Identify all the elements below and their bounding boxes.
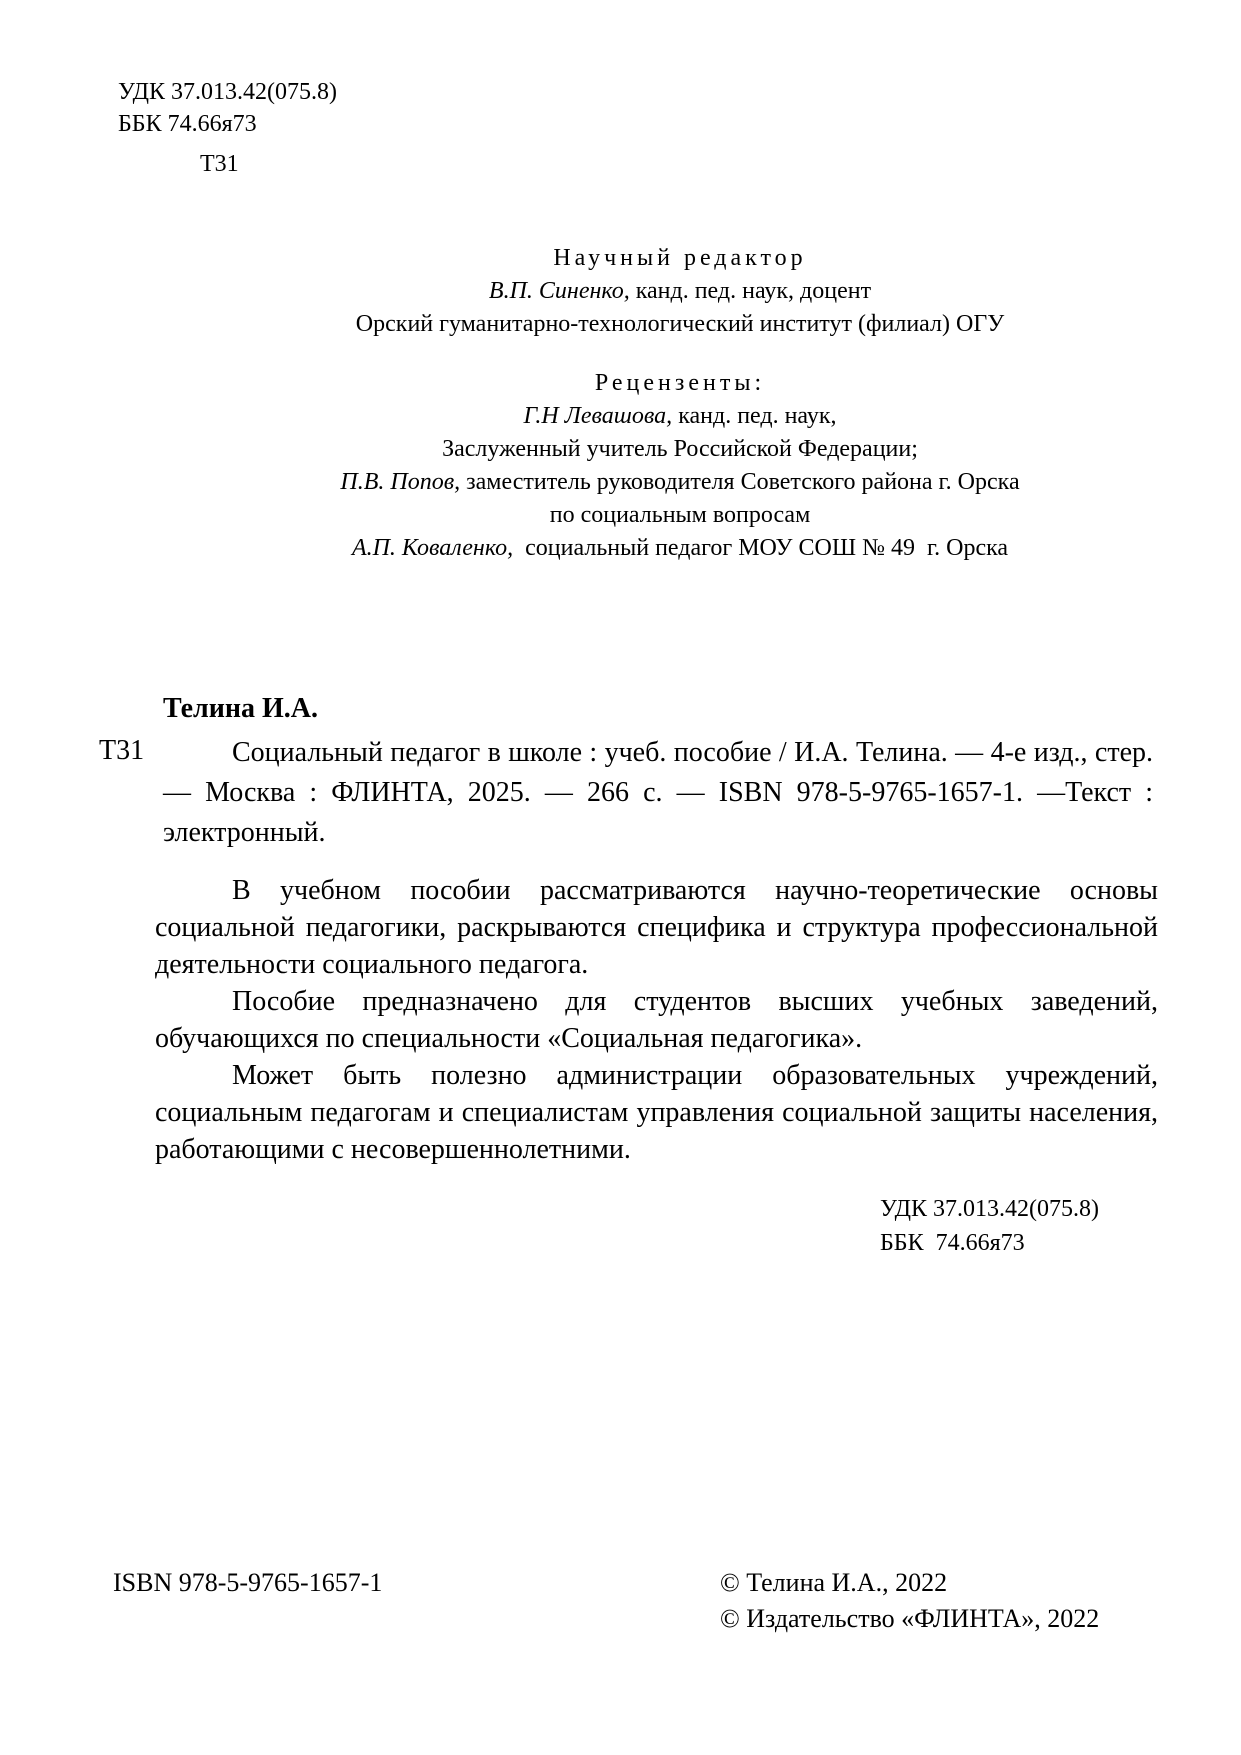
annotation-paragraph-1: В учебном пособии рассматриваются научно-теоретические основы социальной педагогики, раскрываются специфика и структура профессиональной деятельности социального педагога. [155, 875, 1158, 980]
author-mark-top: Т31 [200, 151, 239, 177]
reviewer-1-title: Заслуженный учитель Российской Федерации; [442, 436, 918, 462]
reviewer-2-credentials-cont: по социальным вопросам [549, 502, 811, 528]
reviewers-block [200, 367, 1160, 565]
reviewer-2-credentials: заместитель руководителя Советского района г. Орска [460, 469, 1020, 495]
record-author-mark: Т31 [99, 735, 145, 766]
scientific-editor-block [200, 242, 1160, 341]
copyright-author: © Телина И.А., 2022 [720, 1568, 948, 1597]
udk-code-top: УДК 37.013.42(075.8) [118, 79, 337, 105]
reviewer-3-credentials: социальный педагог МОУ СОШ № 49 г. Орска [513, 535, 1009, 561]
reviewer-3-line [200, 532, 1160, 565]
scientific-editor-name: В.П. Синенко, [488, 278, 630, 304]
scientific-editor-heading: Научный редактор [553, 245, 807, 271]
bibliographic-description: Социальный педагог в школе : учеб. пособие / И.А. Телина. — 4-е изд., стер. — Москва : ФЛИНТА, 2025. — 266 с. — ISBN 978-5-9765-1657-1. —Текст : электронный. [163, 737, 1153, 848]
reviewer-1-name: Г.Н Левашова, [523, 403, 673, 429]
reviewer-2-line [200, 466, 1160, 499]
isbn-footer: ISBN 978-5-9765-1657-1 [113, 1568, 383, 1597]
reviewers-heading: Рецензенты: [594, 370, 766, 396]
bbk-code-top: ББК 74.66я73 [118, 111, 257, 137]
scientific-editor-credentials: канд. пед. наук, доцент [629, 278, 872, 304]
copyright-publisher: © Издательство «ФЛИНТА», 2022 [720, 1604, 1100, 1633]
annotation-paragraph-2: Пособие предназначено для студентов высших учебных заведений, обучающихся по специальности «Социальная педагогика». [155, 986, 1158, 1054]
reviewer-3-name: А.П. Коваленко, [351, 535, 514, 561]
bbk-code-bottom: ББК 74.66я73 [880, 1230, 1025, 1256]
annotation-paragraph-3: Может быть полезно администрации образовательных учреждений, социальным педагогам и специалистам управления социальной защиты населения, работающими с несовершеннолетними. [155, 1060, 1158, 1165]
udk-code-bottom: УДК 37.013.42(075.8) [880, 1196, 1099, 1222]
reviewer-2-name: П.В. Попов, [340, 469, 461, 495]
reviewer-1-credentials: канд. пед. наук, [672, 403, 837, 429]
annotation [155, 872, 1158, 1168]
reviewer-1-line [200, 400, 1160, 433]
scientific-editor-line [200, 275, 1160, 308]
scientific-editor-institution: Орский гуманитарно-технологический институт (филиал) ОГУ [355, 311, 1005, 337]
author-heading: Телина И.А. [163, 693, 319, 724]
